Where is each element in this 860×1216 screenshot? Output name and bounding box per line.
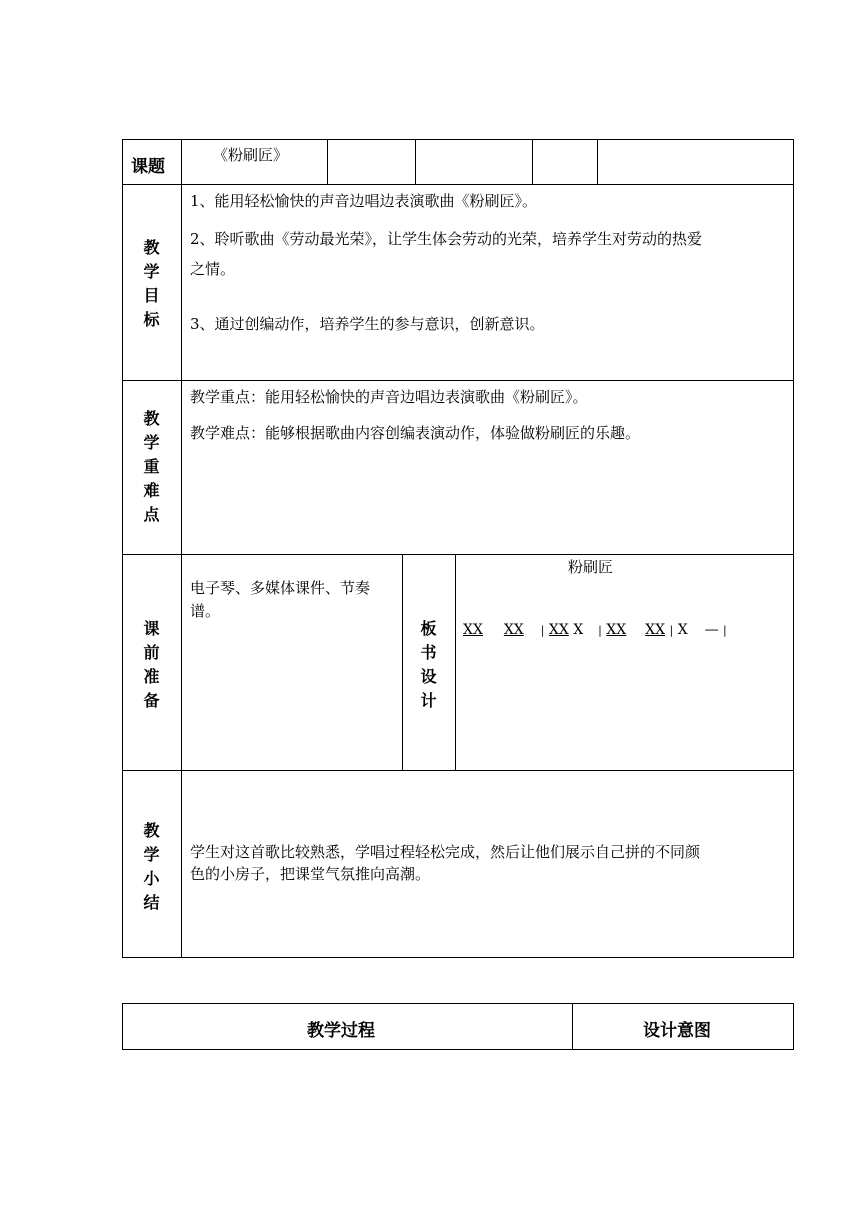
bar-line: | (540, 624, 545, 637)
bar-line: | (669, 624, 674, 637)
prep-label: 课 前 准 备 (143, 619, 160, 710)
rhythm-dash: — (704, 622, 719, 638)
goal-item: 之情。 (190, 260, 236, 278)
bar-line: | (723, 624, 727, 637)
table-border (122, 1049, 794, 1050)
key-points-label: 教 学 重 难 点 (143, 409, 160, 524)
summary-text: 学生对这首歌比较熟悉，学唱过程轻松完成，然后让他们展示自己拼的不同颜 (190, 843, 701, 861)
intent-header: 设计意图 (643, 1021, 711, 1041)
table-border (122, 1003, 794, 1004)
table-border (597, 139, 598, 185)
key-point: 教学重点：能用轻松愉快的声音边唱边表演歌曲《粉刷匠》。 (190, 388, 588, 406)
bar-line: | (598, 624, 602, 637)
rhythm-note: XX (606, 622, 627, 638)
goal-item: 3、通过创编动作，培养学生的参与意识，创新意识。 (190, 315, 545, 333)
table-border (327, 139, 328, 185)
topic-label: 课题 (131, 157, 165, 177)
table-border (122, 554, 794, 555)
table-border (122, 1003, 123, 1050)
rhythm-note: X (573, 622, 584, 638)
goal-item: 1、能用轻松愉快的声音边唱边表演歌曲《粉刷匠》。 (190, 192, 538, 210)
rhythm-note: XX (645, 622, 666, 638)
table-border (122, 139, 794, 140)
table-border (122, 184, 794, 185)
rhythm-note: X (677, 622, 688, 638)
table-border (181, 139, 182, 958)
prep-text: 电子琴、多媒体课件、节奏 (190, 579, 371, 597)
table-border (532, 139, 533, 185)
table-border (415, 139, 416, 185)
rhythm-notation (463, 618, 727, 643)
difficult-point: 教学难点：能够根据歌曲内容创编表演动作，体验做粉刷匠的乐趣。 (190, 424, 641, 442)
table-border (793, 1003, 794, 1050)
prep-text: 谱。 (190, 602, 221, 620)
summary-label: 教 学 小 结 (143, 821, 160, 912)
summary-text: 色的小房子，把课堂气氛推向高潮。 (190, 865, 431, 883)
board-design-label: 板 书 设 计 (420, 619, 437, 710)
board-title: 粉刷匠 (568, 558, 614, 576)
rhythm-note: XX (463, 622, 483, 638)
table-border (122, 770, 794, 771)
table-border (122, 957, 794, 958)
rhythm-note: XX (503, 622, 524, 638)
goals-label: 教 学 目 标 (143, 238, 160, 329)
table-border (793, 139, 794, 958)
topic-value: 《粉刷匠》 (213, 146, 289, 164)
table-border (122, 380, 794, 381)
table-border (572, 1003, 573, 1050)
process-header: 教学过程 (307, 1021, 375, 1041)
goal-item: 2、聆听歌曲《劳动最光荣》，让学生体会劳动的光荣，培养学生对劳动的热爱 (190, 230, 703, 248)
rhythm-note: XX (548, 622, 569, 638)
